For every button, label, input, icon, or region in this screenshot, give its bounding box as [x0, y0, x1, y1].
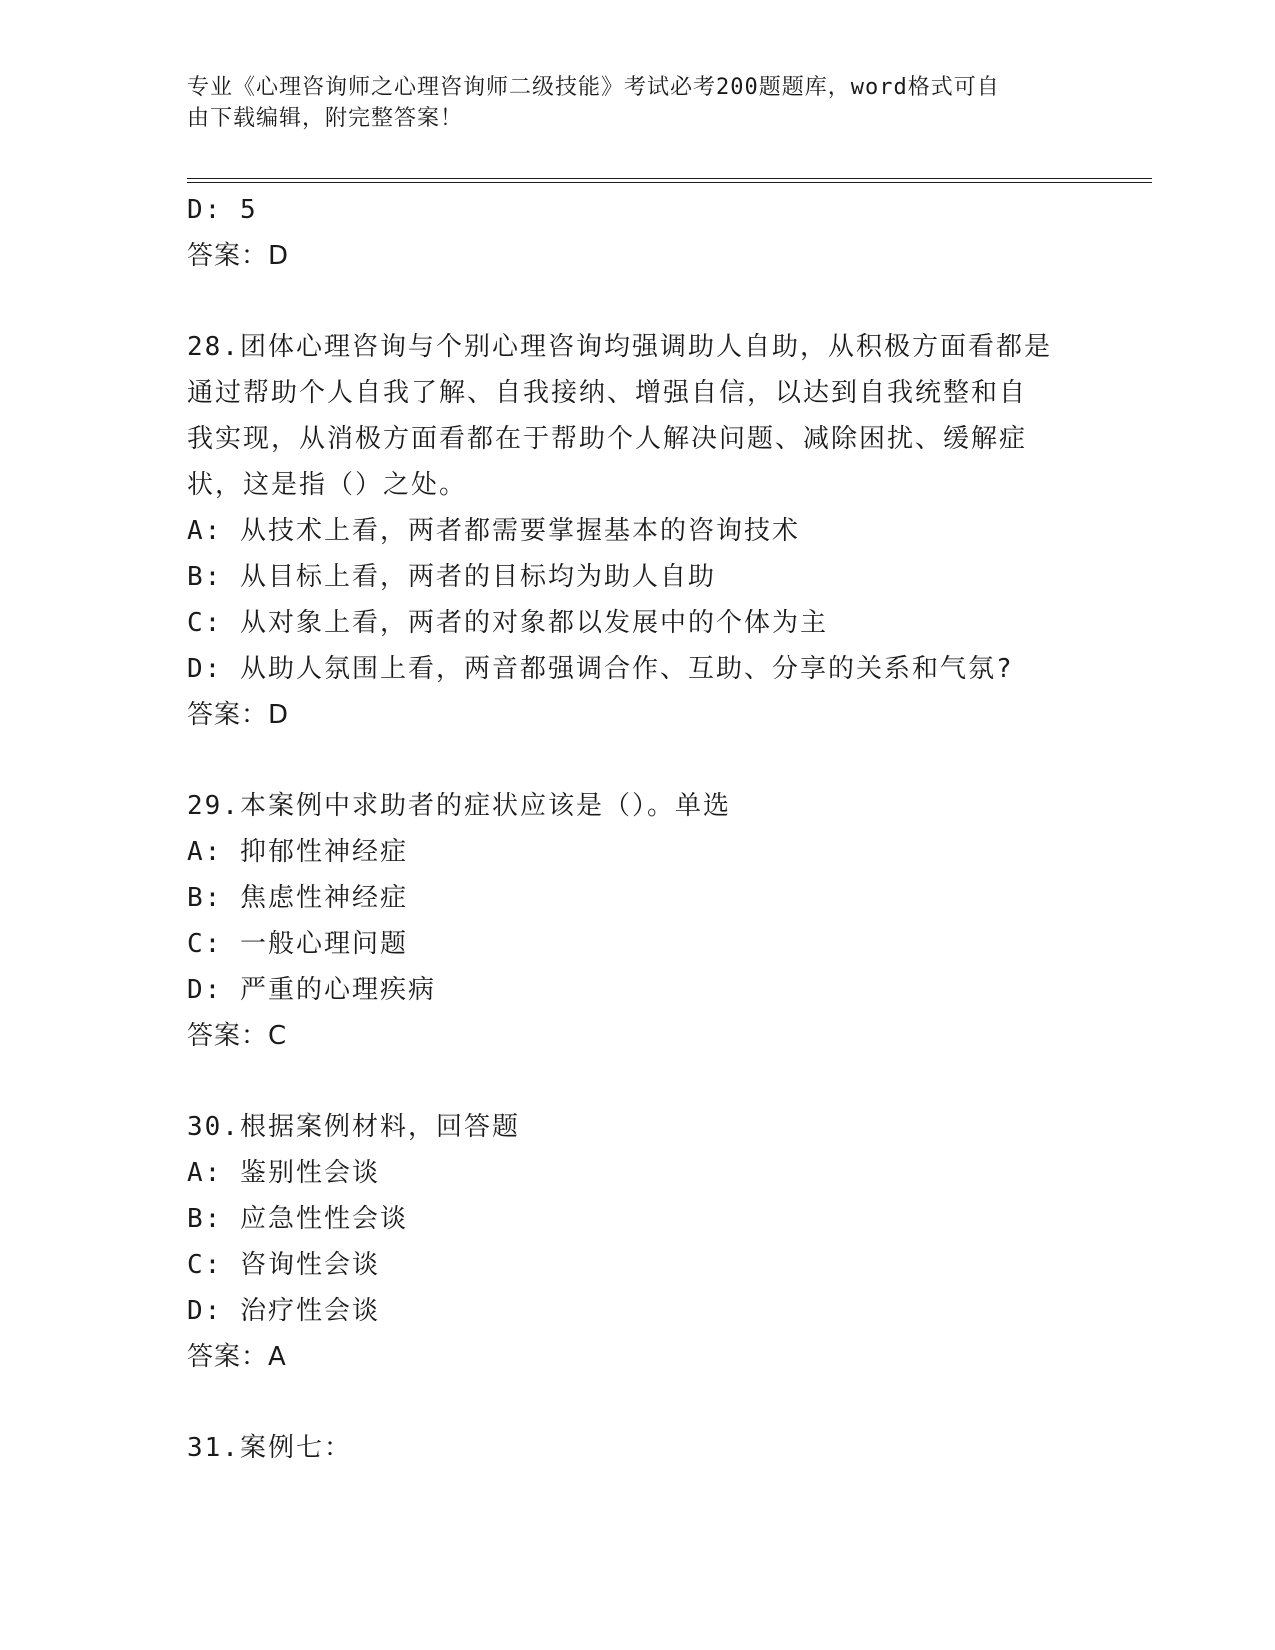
header-divider-top: [187, 178, 1152, 179]
option-a: A: 从技术上看，两者都需要掌握基本的咨询技术: [187, 516, 800, 546]
question-31: [187, 1425, 1087, 1471]
question-28: [187, 324, 1087, 738]
question-30: [187, 1104, 1087, 1380]
option-b: B: 焦虑性神经症: [187, 883, 408, 913]
question-stem-line: 29.本案例中求助者的症状应该是（）。单选: [187, 791, 731, 821]
question-29: [187, 783, 1087, 1059]
option-a: A: 抑郁性神经症: [187, 837, 408, 867]
question-stem-line: 通过帮助个人自我了解、自我接纳、增强自信，以达到自我统整和自: [187, 378, 1028, 408]
option-b: B: 应急性性会谈: [187, 1204, 408, 1234]
document-header: [187, 72, 1067, 134]
option-b: B: 从目标上看，两者的目标均为助人自助: [187, 562, 716, 592]
question-stem-line: 31.案例七：: [187, 1433, 352, 1463]
option-d: D: 从助人氛围上看，两音都强调合作、互助、分享的关系和气氛?: [187, 654, 1014, 684]
answer-line: 答案：D: [187, 241, 290, 271]
answer-line: 答案：A: [187, 1342, 287, 1372]
question-stem-line: 状，这是指（）之处。: [187, 470, 468, 500]
option-d: D: 治疗性会谈: [187, 1296, 380, 1326]
header-line-1: 专业《心理咨询师之心理咨询师二级技能》考试必考200题题库，word格式可自: [187, 75, 1000, 100]
question-stem-line: 30.根据案例材料，回答题: [187, 1112, 520, 1142]
question-list: [187, 187, 1087, 1471]
option-d: D: 严重的心理疾病: [187, 975, 436, 1005]
option-c: C: 从对象上看，两者的对象都以发展中的个体为主: [187, 608, 828, 638]
option-a: A: 鉴别性会谈: [187, 1158, 380, 1188]
header-divider-bottom: [187, 182, 1152, 183]
option-c: C: 一般心理问题: [187, 929, 408, 959]
option-c: C: 咨询性会谈: [187, 1250, 380, 1280]
answer-line: 答案：D: [187, 700, 290, 730]
header-line-2: 由下载编辑，附完整答案！: [187, 106, 464, 131]
option-d: D: 5: [187, 195, 258, 225]
question-stem-line: 我实现，从消极方面看都在于帮助个人解决问题、减除困扰、缓解症: [187, 424, 1028, 454]
answer-line: 答案：C: [187, 1021, 288, 1051]
question-stem-line: 28.团体心理咨询与个别心理咨询均强调助人自助，从积极方面看都是: [187, 332, 1052, 362]
